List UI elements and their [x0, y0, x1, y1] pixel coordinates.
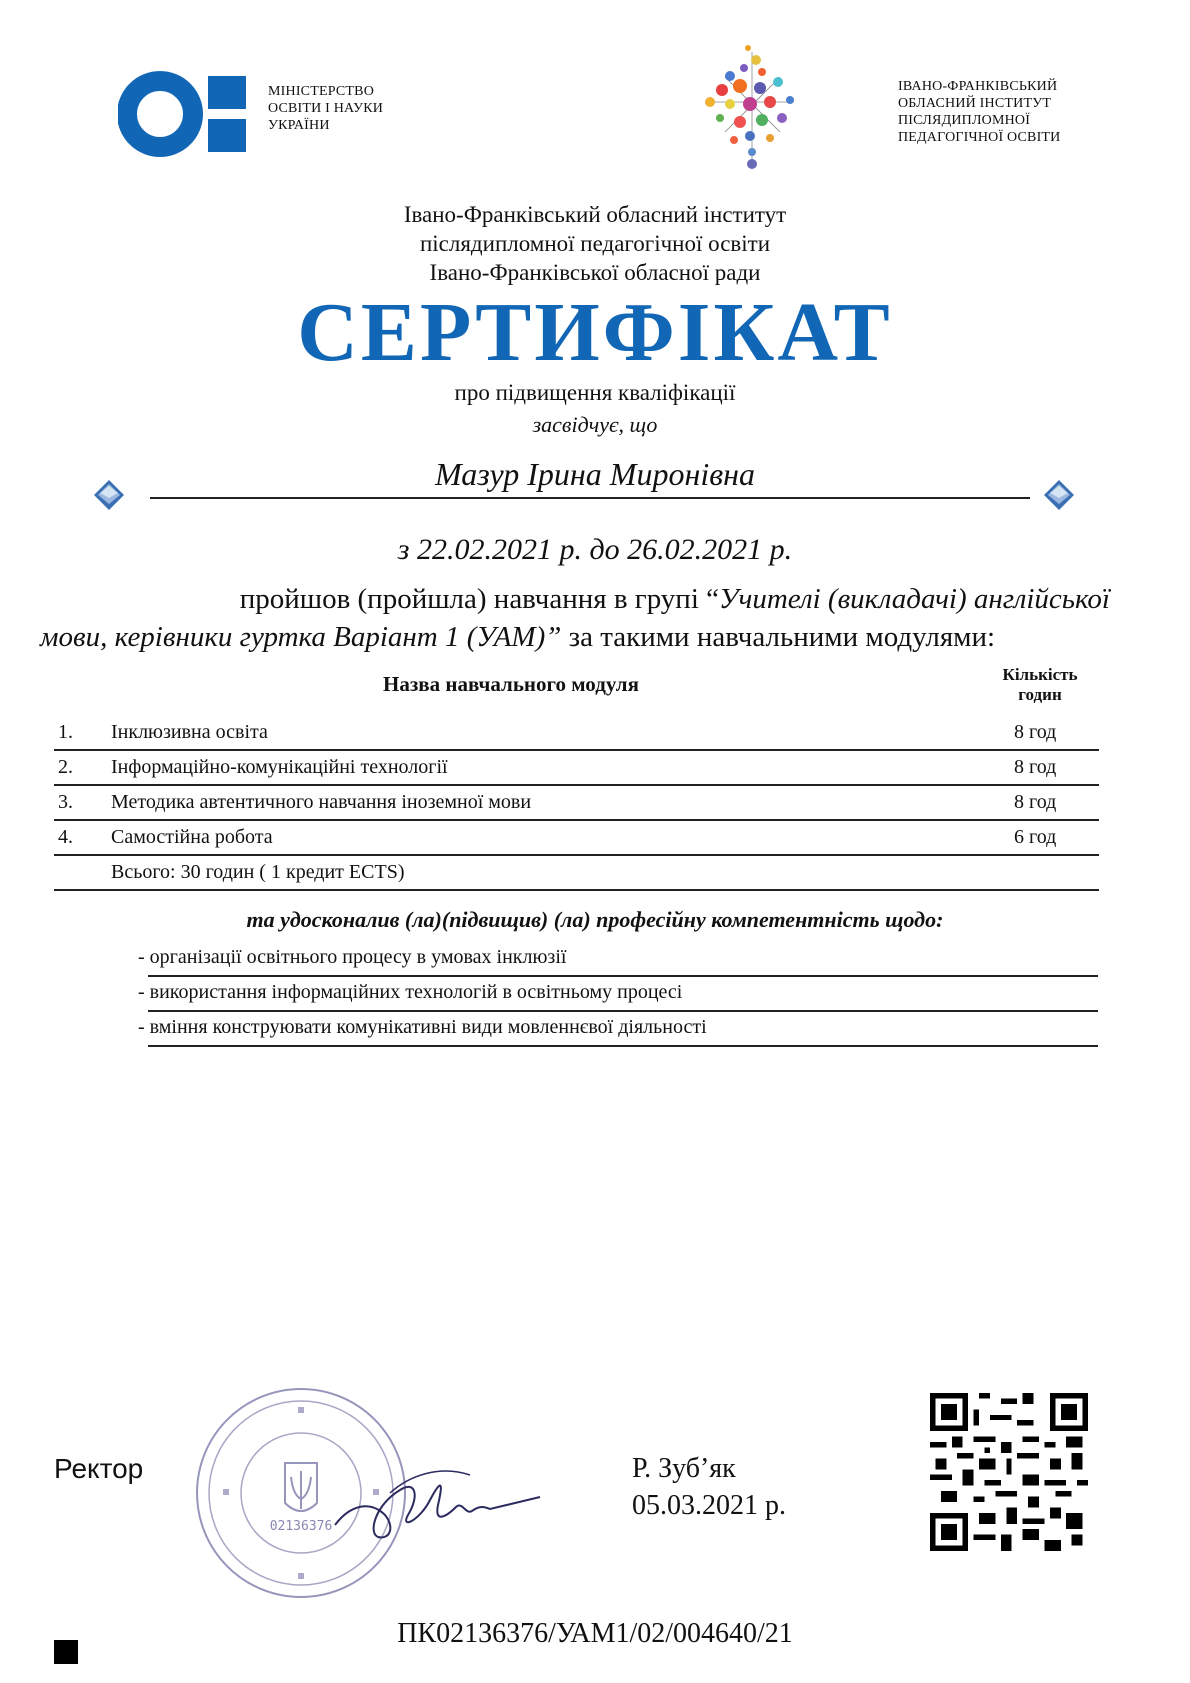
table-row [54, 821, 1099, 856]
competence-item [138, 977, 1098, 1012]
organization-line: Івано-Франківський обласний інститут [403, 202, 787, 227]
ministry-logo [118, 70, 250, 158]
competence-item [138, 942, 1098, 977]
header-hours-line: Кількість [1002, 665, 1078, 684]
row-title: Інклюзивна освіта [111, 721, 268, 743]
competence-text: - використання інформаційних технологій в освітньому процесі [138, 981, 683, 1003]
row-hours: 8 год [1014, 756, 1057, 778]
total-hours: Всього: 30 годин ( 1 кредит ECTS) [111, 861, 405, 883]
name-underline [150, 497, 1030, 499]
competence-text: - організації освітнього процесу в умовах інклюзії [138, 946, 567, 968]
row-title: Інформаційно-комунікаційні технології [111, 756, 448, 778]
ministry-line: МІНІСТЕРСТВО [268, 84, 375, 99]
ministry-name [268, 83, 383, 134]
row-number: 4. [58, 826, 73, 848]
row-number: 1. [58, 721, 73, 743]
signer-name: Р. Зуб’як [632, 1453, 736, 1484]
certificate-subtitle: про підвищення кваліфікації [454, 380, 736, 405]
table-header-hours [975, 665, 1105, 705]
table-total-row [54, 856, 1099, 891]
organization-line: післядипломної педагогічної освіти [419, 231, 771, 256]
row-title: Самостійна робота [111, 826, 273, 848]
row-title: Методика автентичного навчання іноземної мови [111, 791, 532, 813]
institute-line: ПЕДАГОГІЧНОЇ ОСВІТИ [898, 130, 1061, 145]
header-hours-line: годин [1018, 685, 1062, 704]
certificate-title: СЕРТИФІКАТ [297, 286, 893, 379]
paragraph-text: за такими навчальними модулями: [561, 621, 996, 653]
signature [330, 1445, 550, 1560]
institute-line: ІВАНО-ФРАНКІВСЬКИЙ [898, 79, 1058, 94]
competence-heading: та удосконалив (ла)(підвищив) (ла) професійну компетентність щодо: [246, 907, 944, 932]
row-hours: 6 год [1014, 826, 1057, 848]
organization-line: Івано-Франківської обласної ради [429, 260, 761, 285]
table-header-module: Назва навчального модуля [383, 672, 639, 696]
competence-item [138, 1012, 1098, 1047]
competence-text: - вміння конструювати комунікативні види мовленнєвої діяльності [138, 1016, 707, 1038]
diamond-ornament-right [1042, 478, 1076, 512]
corner-square-marker [54, 1640, 78, 1664]
training-dates: з 22.02.2021 р. до 26.02.2021 р. [397, 533, 793, 566]
row-hours: 8 год [1014, 721, 1057, 743]
row-number: 2. [58, 756, 73, 778]
rector-label: Ректор [54, 1453, 144, 1484]
table-row [54, 786, 1099, 821]
training-paragraph-line1 [40, 580, 1110, 618]
recipient-name: Мазур Ірина Миронівна [435, 456, 755, 492]
registration-number: ПК02136376/УАМ1/02/004640/21 [397, 1618, 793, 1649]
qr-code [930, 1393, 1088, 1551]
ministry-line: УКРАЇНИ [268, 118, 330, 133]
ministry-line: ОСВІТИ І НАУКИ [268, 101, 384, 116]
table-row [54, 751, 1099, 786]
institute-name [898, 78, 1061, 146]
group-name: мови, керівники гуртка Варіант 1 (УАМ)” [40, 621, 562, 653]
row-number: 3. [58, 791, 73, 813]
sign-date: 05.03.2021 р. [632, 1490, 786, 1521]
institute-line: ОБЛАСНИЙ ІНСТИТУТ [898, 96, 1052, 111]
training-paragraph-line2 [40, 618, 1110, 656]
table-row [54, 716, 1099, 751]
certifies-label: засвідчує, що [532, 412, 658, 437]
paragraph-text: пройшов (пройшла) навчання в групі “ [239, 583, 720, 615]
group-name: Учителі (викладачі) англійської [719, 583, 1110, 615]
institute-logo [700, 42, 804, 172]
institute-line: ПІСЛЯДИПЛОМНОЇ [898, 113, 1031, 128]
row-hours: 8 год [1014, 791, 1057, 813]
stamp-code: 02136376 [269, 1519, 333, 1534]
